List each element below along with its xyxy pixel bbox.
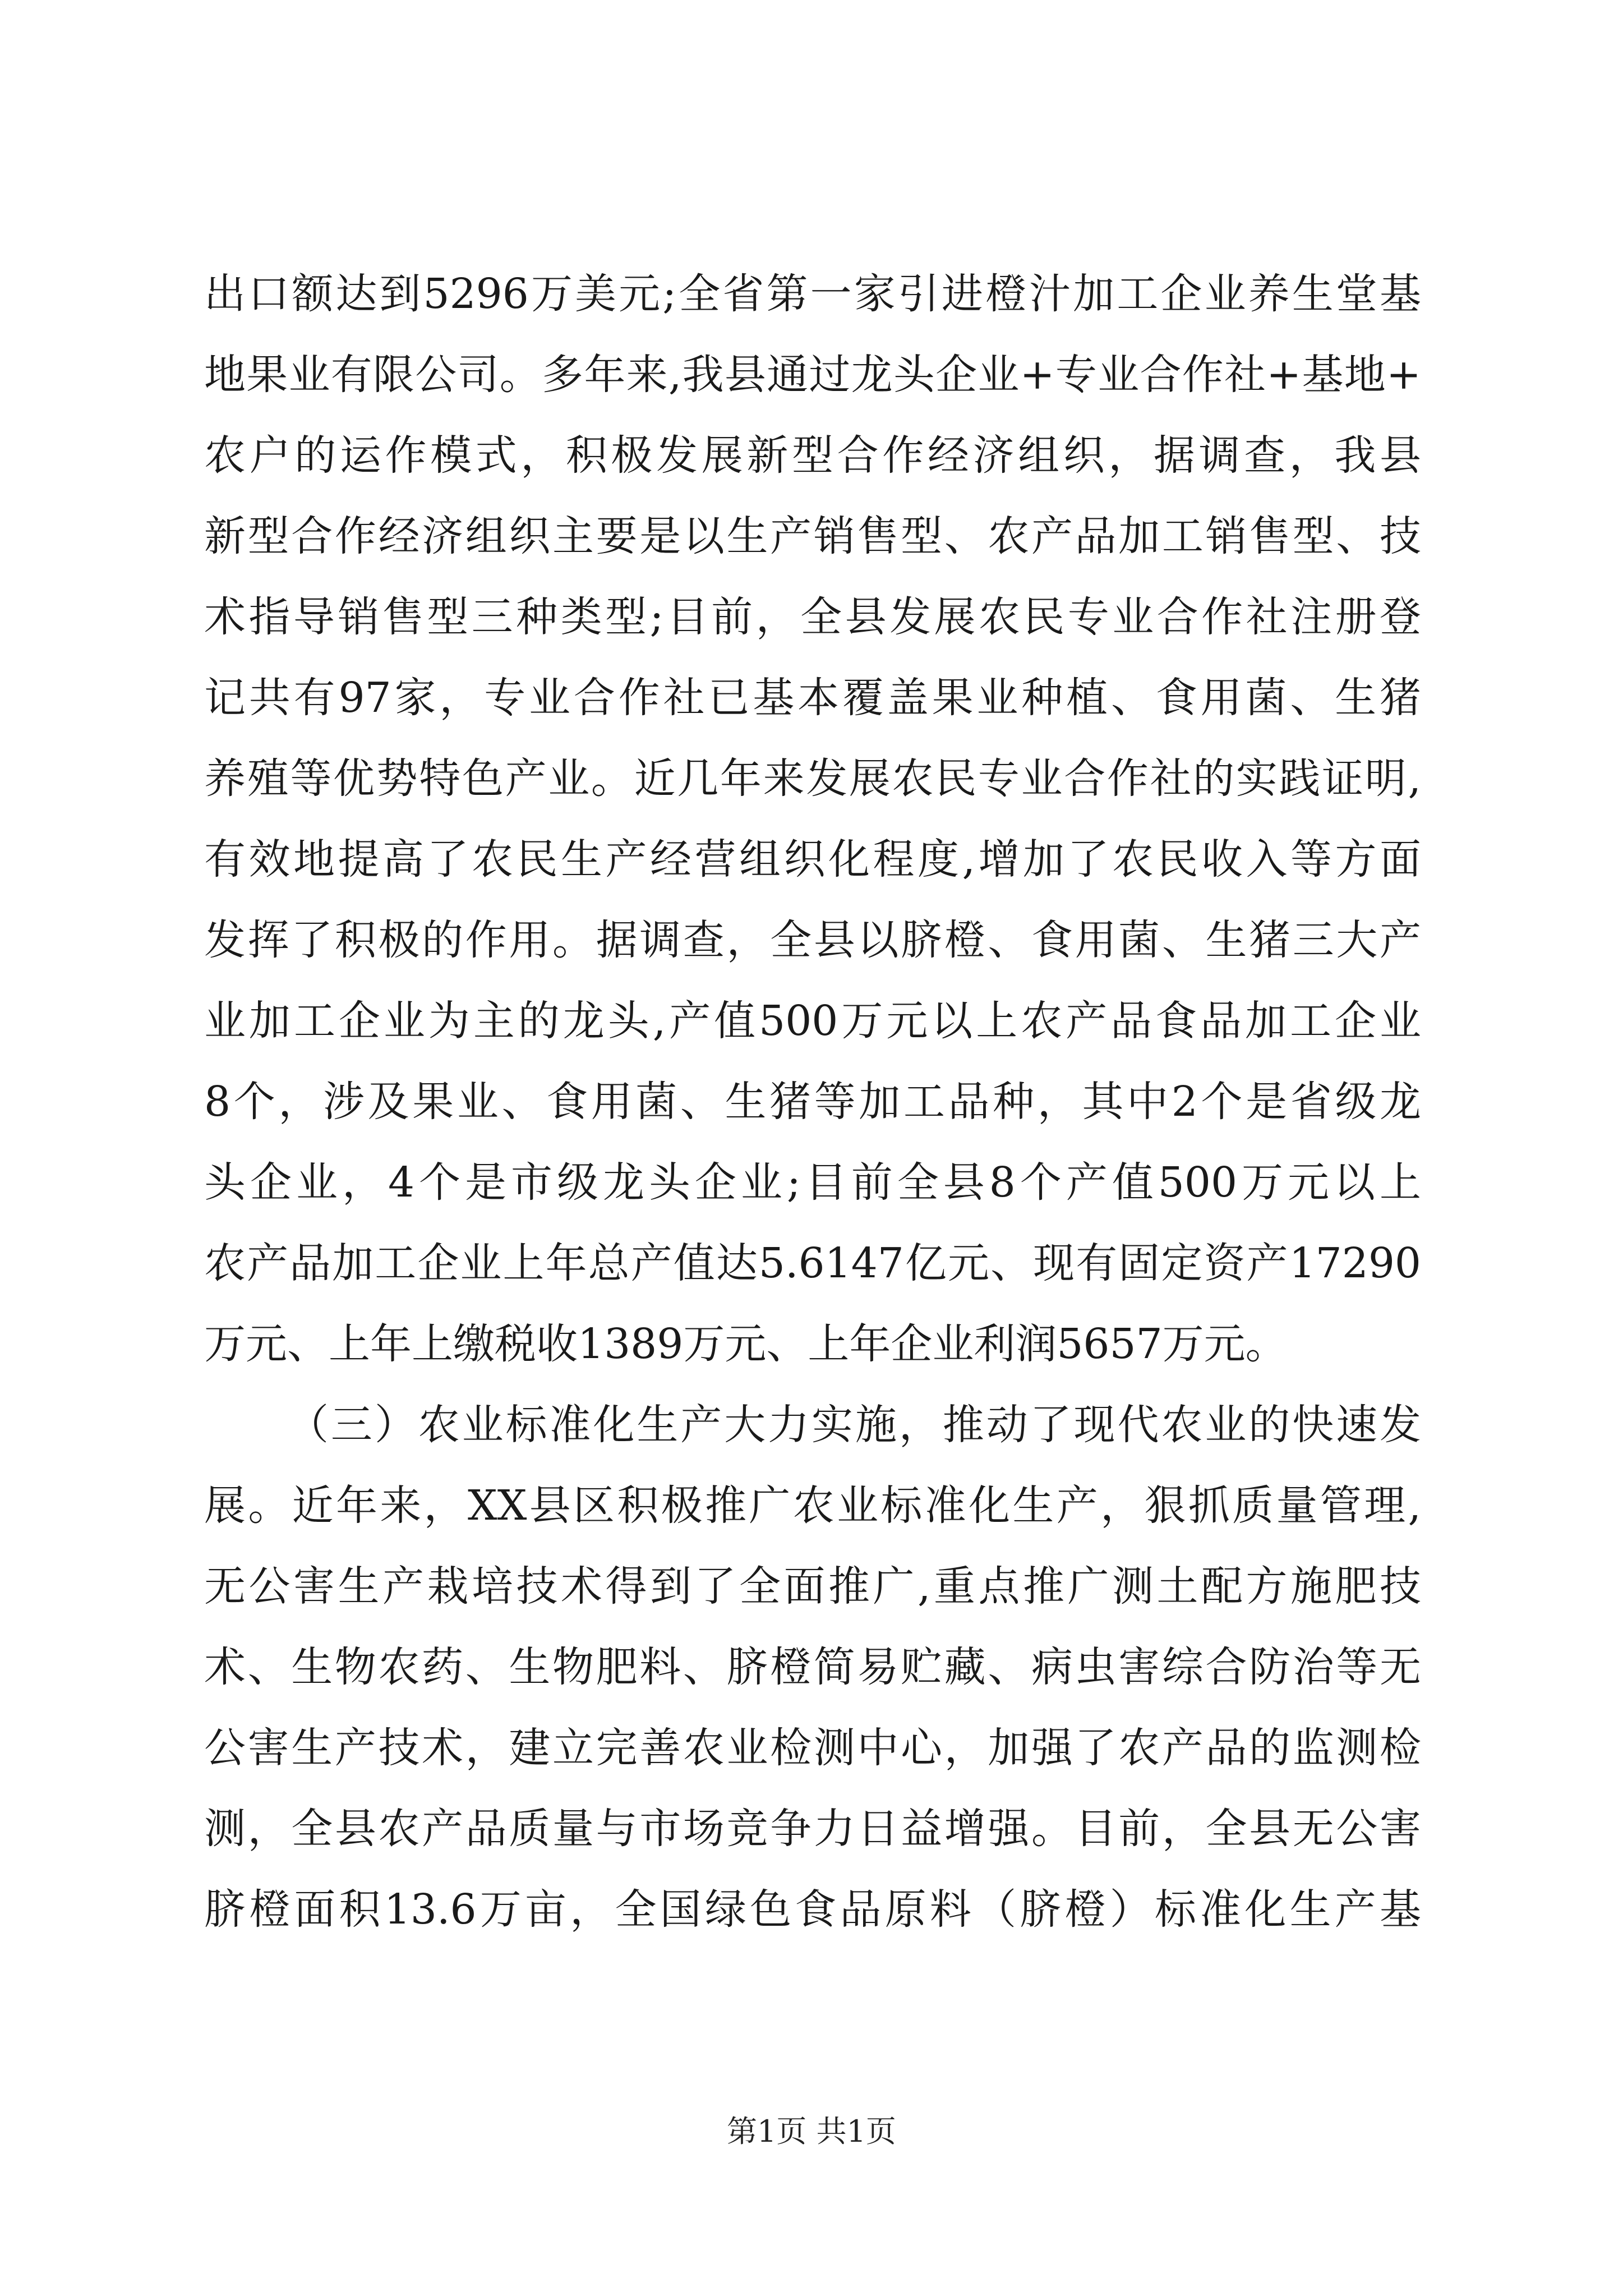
text-line: 头企业，4个是市级龙头企业;目前全县8个产值500万元以上: [204, 1158, 1421, 1207]
text-line: 无公害生产栽培技术得到了全面推广,重点推广测土配方施肥技: [204, 1562, 1421, 1611]
text-line: 脐橙面积13.6万亩，全国绿色食品原料（脐橙）标准化生产基: [204, 1885, 1421, 1934]
body-text: [204, 254, 1421, 1950]
text-line: 术指导销售型三种类型;目前，全县发展农民专业合作社注册登: [204, 593, 1421, 641]
text-line: 展。近年来，XX县区积极推广农业标准化生产，狠抓质量管理,: [204, 1481, 1421, 1530]
text-line: 术、生物农药、生物肥料、脐橙简易贮藏、病虫害综合防治等无: [204, 1643, 1421, 1691]
text-line: 发挥了积极的作用。据调查，全县以脐橙、食用菌、生猪三大产: [204, 916, 1421, 964]
text-line: 8个，涉及果业、食用菌、生猪等加工品种，其中2个是省级龙: [204, 1078, 1421, 1126]
text-line: 记共有97家，专业合作社已基本覆盖果业种植、食用菌、生猪: [204, 674, 1421, 722]
text-line: 测，全县农产品质量与市场竞争力日益增强。目前，全县无公害: [204, 1805, 1421, 1853]
text-line: 公害生产技术，建立完善农业检测中心，加强了农产品的监测检: [204, 1724, 1421, 1772]
text-line: 地果业有限公司。多年来,我县通过龙头企业+专业合作社+基地+: [204, 351, 1421, 399]
text-line: 农产品加工企业上年总产值达5.6147亿元、现有固定资产17290: [204, 1239, 1421, 1287]
text-line: 出口额达到5296万美元;全省第一家引进橙汁加工企业养生堂基: [204, 270, 1421, 318]
section-heading-line: （三）农业标准化生产大力实施，推动了现代农业的快速发: [287, 1401, 1421, 1449]
text-line: 业加工企业为主的龙头,产值500万元以上农产品食品加工企业: [204, 997, 1421, 1045]
page-footer: 第1页 共1页: [727, 2114, 896, 2149]
text-line: 农户的运作模式，积极发展新型合作经济组织，据调查，我县: [204, 431, 1421, 480]
text-line: 有效地提高了农民生产经营组织化程度,增加了农民收入等方面: [204, 835, 1421, 884]
text-line: 养殖等优势特色产业。近几年来发展农民专业合作社的实践证明,: [204, 754, 1421, 803]
text-line: 新型合作经济组织主要是以生产销售型、农产品加工销售型、技: [204, 512, 1421, 560]
text-line: 万元、上年上缴税收1389万元、上年企业利润5657万元。: [204, 1320, 1287, 1368]
